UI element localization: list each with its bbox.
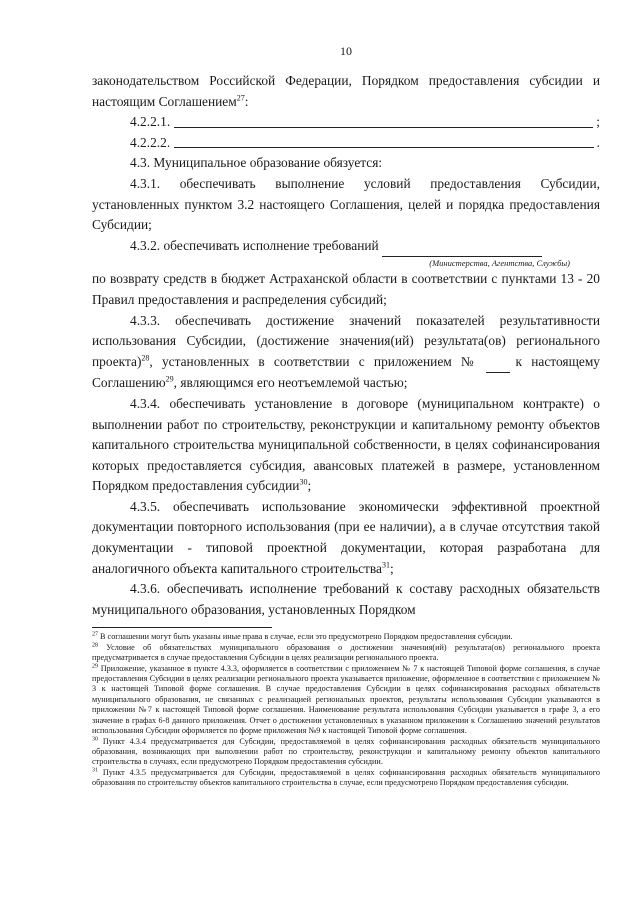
item-4-3-5-end: ;: [390, 560, 394, 576]
fill-line: [174, 126, 593, 128]
item-4-3-6: 4.3.6. обеспечивать исполнение требований к составу расходных обязательств муниципального образования, установленных Порядком: [92, 581, 600, 617]
footnote-ref-31: 31: [382, 560, 390, 570]
document-body: [92, 71, 600, 620]
footnote-number: 31: [92, 766, 98, 773]
item-4-3-3-text-b: , установленных в соответствии с приложением №: [149, 353, 480, 369]
item-4-2-2-2: [92, 133, 600, 154]
footnote-text: Условие об обязательствах муниципального образования о достижении значения(ий) результата(ов) регионального проекта предусматривается в случае предоставления Субсидии в целях реализации регионального проекта.: [92, 642, 601, 663]
item-4-3-4: [92, 394, 600, 497]
item-4-3-3-text-c: к настоящему Соглашению: [92, 353, 600, 391]
item-4-3: 4.3. Муниципальное образование обязуется:: [130, 155, 383, 171]
item-4-3-3-text-d: , являющимся его неотъемлемой частью;: [173, 375, 408, 391]
item-4-3-1: 4.3.1. обеспечивать выполнение условий предоставления Субсидии, установленных пунктом 3.2 настоящего Соглашения, целей и порядка предоставления Субсидии;: [92, 175, 600, 233]
item-4-2-2-2-number: 4.2.2.2.: [130, 134, 171, 150]
fill-line: [174, 146, 593, 148]
item-4-3-4-text: 4.3.4. обеспечивать установление в договоре (муниципальном контракте) о выполнении работ по строительству, реконструкции и капитальному ремонту объектов капитального строительства муниципальной собственности, в целях софинансирования которых предоставляется субсидия, авансовых платежей в размере, установленном Порядком предоставления субсидии: [92, 395, 600, 494]
intro-end: :: [244, 93, 249, 109]
footnote-27: [92, 632, 600, 642]
item-4-3-2-start: [92, 236, 600, 258]
item-4-3-5-text: 4.3.5. обеспечивать использование экономически эффективной проектной документации повторного использования (при ее наличии), а в случае отсутствия такой документации - типовой проектной документации, которая разработана для аналогичного объекта капитального строительства: [92, 498, 600, 576]
item-4-3-2-text: 4.3.2. обеспечивать исполнение требований: [130, 237, 379, 253]
intro-text: законодательством Российской Федерации, Порядком предоставления субсидии и настоящим Соглашением: [92, 73, 600, 109]
footnote-text: В соглашении могут быть указаны иные права в случае, если это предусмотрено Порядком предоставления субсидии.: [100, 632, 513, 642]
footnote-30: [92, 737, 600, 768]
footnote-31: [92, 768, 600, 789]
item-4-3-5: [92, 497, 600, 579]
footnote-number: 28: [92, 642, 98, 649]
appendix-number-blank: [486, 352, 510, 374]
item-4-2-2-1-end: ;: [596, 114, 600, 130]
item-4-3-4-end: ;: [307, 478, 312, 494]
footnote-separator: [92, 627, 272, 628]
footnote-ref-28: 28: [141, 353, 150, 363]
footnote-text: Пункт 4.3.5 предусматривается для Субсидии, предоставляемой в целях софинансирования расходных обязательств муниципального образования по строительству объектов капитального строительства в случае, если предусмотрено Порядком предоставления субсидии.: [92, 767, 600, 788]
item-4-3-3: [92, 311, 600, 394]
ministry-caption: (Министерства, Агентства, Службы): [429, 258, 570, 269]
paragraph-intro: [92, 71, 600, 112]
footnote-ref-30: 30: [299, 477, 308, 487]
footnote-ref-27: 27: [236, 93, 245, 103]
footnote-ref-29: 29: [165, 374, 174, 384]
item-4-3-3-text-a: 4.3.3. обеспечивать достижение значений показателей результативности использования Субсидии, (достижение значения(ий) результата(ов) регионального проекта): [92, 312, 600, 369]
footnote-number: 29: [92, 662, 98, 669]
footnotes: [92, 632, 600, 788]
item-4-2-2-1-number: 4.2.2.1.: [130, 114, 171, 130]
footnote-number: 30: [92, 735, 98, 742]
footnote-28: [92, 643, 600, 664]
ministry-blank: [382, 236, 542, 258]
page-number: 10: [340, 44, 352, 58]
item-4-2-2-1: [92, 112, 600, 133]
footnote-text: Пункт 4.3.4 предусматривается для Субсидии, предоставляемой в целях софинансирования расходных обязательств муниципального образования, возникающих при выполнении работ по строительству, реконструкции и капитальному ремонту объектов капитального строительства в случаях, если предусмотрено Порядком предоставления субсидии.: [92, 736, 600, 767]
item-4-2-2-2-end: .: [596, 134, 600, 150]
footnote-number: 27: [92, 631, 98, 638]
item-4-3-2-continuation: по возврату средств в бюджет Астраханской области в соответствии с пунктами 13 - 20 Правил предоставления и распределения субсидий;: [92, 271, 600, 307]
footnote-text: Приложение, указанное в пункте 4.3.3, оформляется в соответствии с приложением № 7 к настоящей Типовой форме соглашения, в случае предоставления Субсидии в целях реализации регионального проекта указывается приложение, оформленное в соответствии с приложением № 3 к настоящей Типовой форме соглашения. В случае предоставления Субсидии в целях софинансирования расходных обязательств муниципального образования, не связанных с реализацией региональных проектов, результаты использования Субсидии указываются в приложении №7 к настоящей Типовой форме соглашения. Наименование результата использования Субсидии указывается в графе 3, а его значение в графах 6-8 данного приложения. Отчет о достижении установленных в указанном приложении к Соглашению значений результатов использования Субсидии оформляется по форме приложения №9 к настоящей Типовой форме соглашения.: [92, 663, 600, 736]
footnote-29: [92, 664, 600, 737]
